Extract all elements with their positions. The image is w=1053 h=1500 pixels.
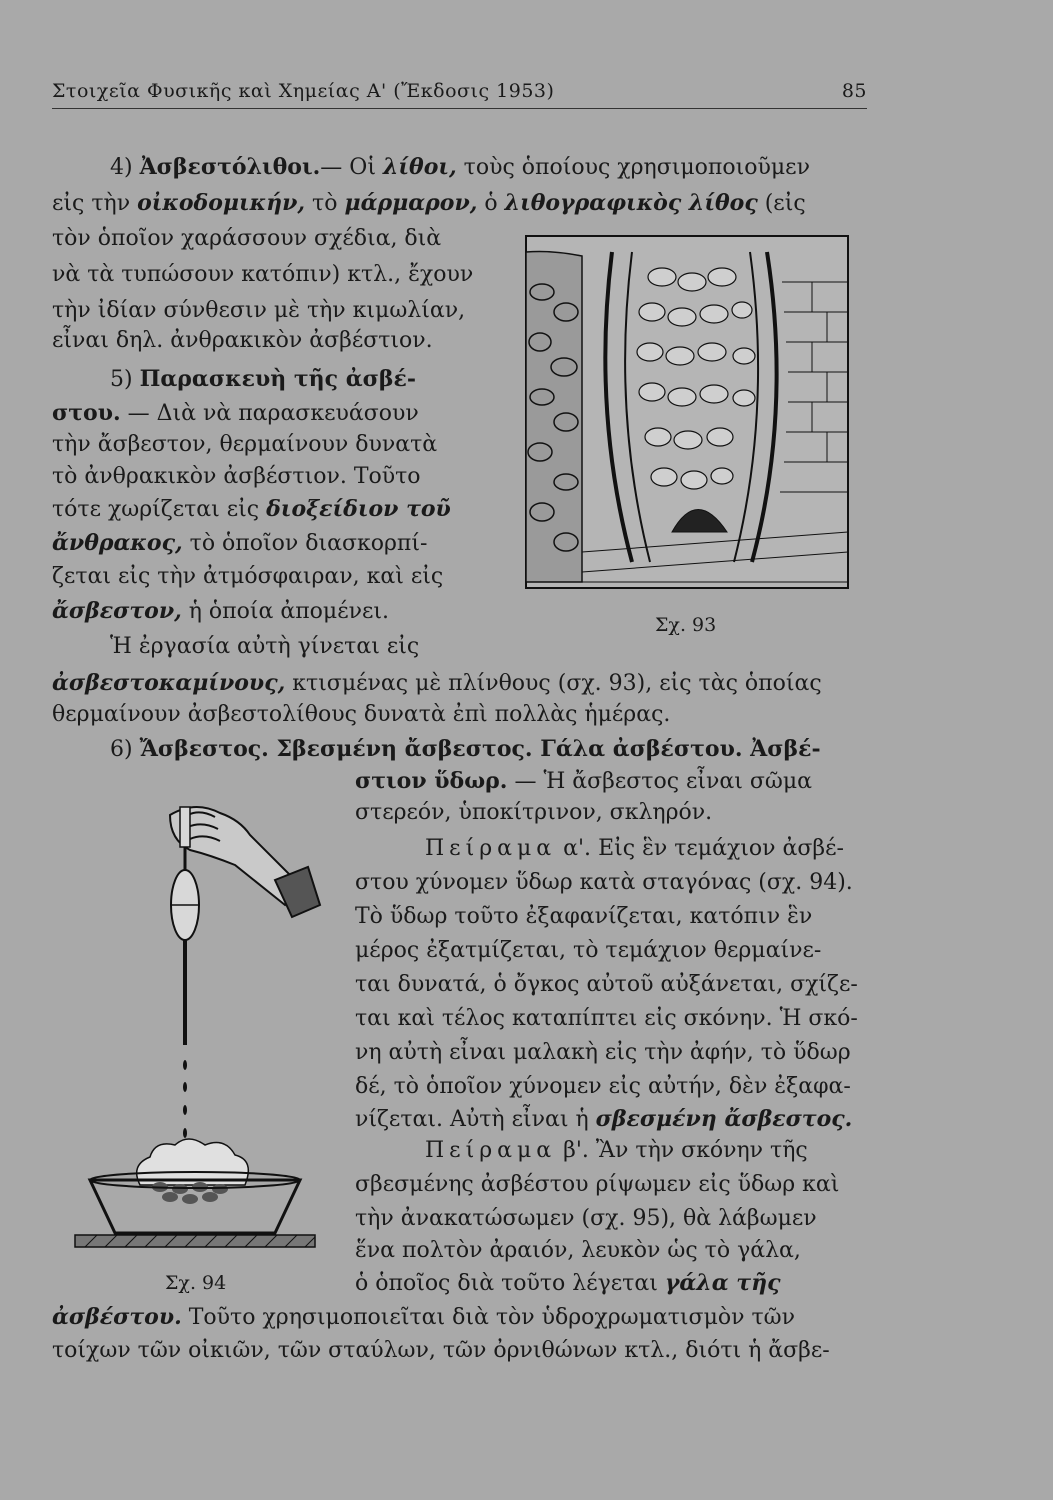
exp1-line-7: νη αὐτὴ εἶναι μαλακὴ εἰς τὴν ἀφήν, τὸ ὕδωρ	[355, 1040, 851, 1065]
page-number: 85	[841, 80, 867, 102]
figure-93-caption: Σχ. 93	[655, 614, 717, 636]
exp2-line-5: ὁ ὁποῖος διὰ τοῦτο λέγεται γάλα τῆς	[355, 1270, 781, 1296]
exp1-line-1: Πείραμα α'. Εἰς ἓν τεμάχιον ἀσβέ-	[425, 836, 844, 861]
s5-line-10: ἀσβεστοκαμίνους, κτισμένας μὲ πλίνθους (σχ. 93), εἰς τὰς ὁποίας	[52, 670, 822, 696]
exp1-line-9: νίζεται. Αὐτὴ εἶναι ἡ σβεσμένη ἄσβεστος.	[355, 1106, 853, 1132]
s4-line-6: εἶναι δηλ. ἀνθρακικὸν ἀσβέστιον.	[52, 328, 433, 353]
s5-line-3: τὴν ἄσβεστον, θερμαίνουν δυνατὰ	[52, 432, 438, 457]
s6-line-2: στιον ὕδωρ. — Ἡ ἄσβεστος εἶναι σῶμα	[355, 768, 812, 794]
s5-line-4: τὸ ἀνθρακικὸν ἀσβέστιον. Τοῦτο	[52, 464, 421, 489]
exp1-line-8: δέ, τὸ ὁποῖον χύνομεν εἰς αὐτήν, δὲν ἐξαφα-	[355, 1074, 851, 1099]
exp2-line-1: Πείραμα β'. Ἂν τὴν σκόνην τῆς	[425, 1138, 808, 1163]
s4-line-2: εἰς τὴν οἰκοδομικήν, τὸ μάρμαρον, ὁ λιθογραφικὸς λίθος (εἰς	[52, 190, 806, 216]
s4-line-3: τὸν ὁποῖον χαράσσουν σχέδια, διὰ	[52, 226, 442, 251]
s5-heading: Παρασκευὴ τῆς ἀσβέ-	[139, 366, 416, 392]
header-title: Στοιχεῖα Φυσικῆς καὶ Χημείας Α' (Ἔκδοσις 1953)	[52, 80, 555, 102]
s4-line-1: 4) Ἀσβεστόλιθοι.— Οἱ λίθοι, τοὺς ὁποίους χρησιμοποιοῦμεν	[110, 154, 810, 180]
exp2-line-4: ἕνα πολτὸν ἀραιόν, λευκὸν ὡς τὸ γάλα,	[355, 1238, 801, 1263]
s6-line-3: στερεόν, ὑποκίτρινον, σκληρόν.	[355, 800, 713, 825]
s4-line-4: νὰ τὰ τυπώσουν κατόπιν) κτλ., ἔχουν	[52, 262, 474, 287]
exp1-line-4: μέρος ἐξατμίζεται, τὸ τεμάχιον θερμαίνε-	[355, 938, 822, 963]
s5-line-2: στου. — Διὰ νὰ παρασκευάσουν	[52, 400, 419, 426]
s4-line-5: τὴν ἰδίαν σύνθεσιν μὲ τὴν κιμωλίαν,	[52, 298, 466, 323]
s5-line-5: τότε χωρίζεται εἰς διοξείδιον τοῦ	[52, 496, 451, 522]
s6-line-1: 6) Ἄσβεστος. Σβεσμένη ἄσβεστος. Γάλα ἀσβέστου. Ἀσβέ-	[110, 736, 821, 762]
lime-kiln-illustration	[522, 232, 852, 592]
exp2-line-6: ἀσβέστου. Τοῦτο χρησιμοποιεῖται διὰ τὸν ὑδροχρωματισμὸν τῶν	[52, 1304, 795, 1330]
exp1-line-5: ται δυνατά, ὁ ὄγκος αὐτοῦ αὐξάνεται, σχίζε-	[355, 972, 858, 997]
s5-line-6: ἄνθρακος, τὸ ὁποῖον διασκορπί-	[52, 530, 428, 556]
figure-94-caption: Σχ. 94	[165, 1272, 227, 1294]
exp2-line-7: τοίχων τῶν οἰκιῶν, τῶν σταύλων, τῶν ὀρνιθώνων κτλ., διότι ἡ ἄσβε-	[52, 1338, 830, 1363]
figure-94	[70, 795, 325, 1265]
exp1-line-3: Τὸ ὕδωρ τοῦτο ἐξαφανίζεται, κατόπιν ἓν	[355, 904, 813, 929]
s5-line-11: θερμαίνουν ἀσβεστολίθους δυνατὰ ἐπὶ πολλὰς ἡμέρας.	[52, 702, 671, 727]
s5-line-1: 5) Παρασκευὴ τῆς ἀσβέ-	[110, 366, 416, 392]
s6-heading: Ἄσβεστος. Σβεσμένη ἄσβεστος. Γάλα ἀσβέστου. Ἀσβέ-	[139, 736, 821, 762]
s4-heading: Ἀσβεστόλιθοι.	[139, 154, 321, 180]
exp2-line-2: σβεσμένης ἀσβέστου ρίψωμεν εἰς ὕδωρ καὶ	[355, 1172, 840, 1197]
figure-93	[522, 232, 852, 592]
dropper-dish-illustration	[70, 795, 325, 1265]
exp1-line-6: ται καὶ τέλος καταπίπτει εἰς σκόνην. Ἡ σκό-	[355, 1006, 858, 1031]
exp2-line-3: τὴν ἀνακατώσωμεν (σχ. 95), θὰ λάβωμεν	[355, 1206, 817, 1231]
s5-line-9: Ἡ ἐργασία αὐτὴ γίνεται εἰς	[110, 634, 420, 659]
running-header	[52, 80, 867, 109]
s5-line-8: ἄσβεστον, ἡ ὁποία ἀπομένει.	[52, 598, 390, 624]
s5-line-7: ζεται εἰς τὴν ἀτμόσφαιραν, καὶ εἰς	[52, 564, 444, 589]
exp1-line-2: στου χύνομεν ὕδωρ κατὰ σταγόνας (σχ. 94).	[355, 870, 853, 895]
